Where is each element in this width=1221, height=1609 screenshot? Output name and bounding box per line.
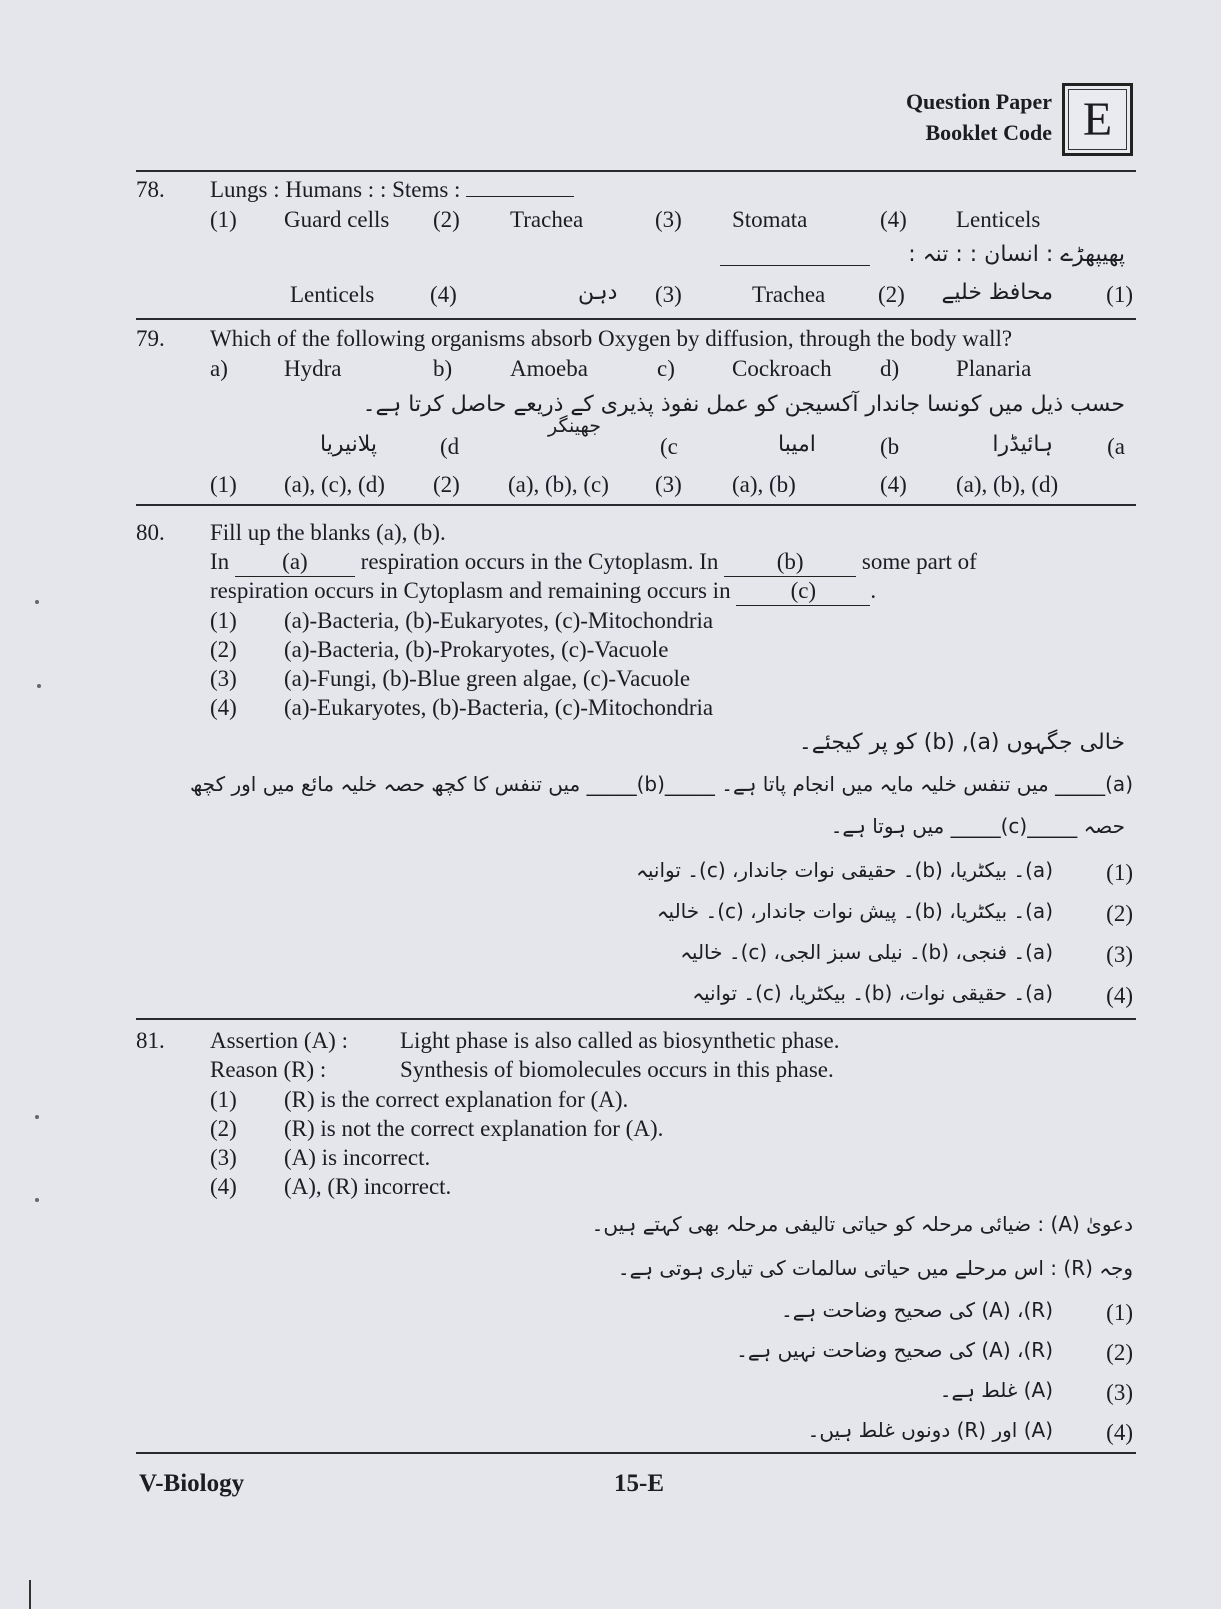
fill-blank-line-1 [210, 547, 977, 577]
option-number: (2) [433, 207, 460, 232]
question-number: 78. [136, 177, 165, 202]
item-text: Planaria [956, 356, 1032, 381]
blank-a: (a) [235, 547, 355, 577]
option-text: Lenticels [290, 282, 375, 307]
option-text: (a)-Eukaryotes, (b)-Bacteria, (c)-Mitochondria [284, 695, 714, 720]
reason-text: Synthesis of biomolecules occurs in this phase. [400, 1057, 834, 1082]
option-text: (A) غلط ہے۔ [939, 1378, 1053, 1402]
item-letter: d) [880, 356, 900, 381]
option-text: (R)، (A) کی صحیح وضاحت ہے۔ [781, 1298, 1053, 1322]
sentence-text: respiration occurs in Cytoplasm and remaining occurs in [210, 578, 731, 603]
option-text: Stomata [732, 207, 808, 232]
divider [136, 504, 1136, 506]
option-number: (4) [1106, 1420, 1133, 1445]
option-text: (A) اور (R) دونوں غلط ہیں۔ [807, 1418, 1053, 1442]
item-letter: (d [440, 434, 460, 459]
scan-edge-mark [29, 1580, 31, 1609]
option-text: (R) is the correct explanation for (A). [284, 1087, 629, 1112]
reason-label: Reason (R) : [210, 1057, 327, 1082]
fill-blank-line-2: respiration occurs in Cytoplasm and remaining occurs in (c) . [210, 576, 876, 606]
option-number: (2) [1106, 901, 1133, 926]
option-number: (1) [210, 472, 237, 497]
item-letter: a) [210, 356, 228, 381]
item-letter: c) [657, 356, 675, 381]
option-text: Trachea [510, 207, 584, 232]
sentence-text: In [210, 549, 230, 574]
question-stem: Which of the following organisms absorb Oxygen by diffusion, through the body wall? [210, 326, 1013, 351]
option-text: (a)-Bacteria, (b)-Eukaryotes, (c)-Mitochondria [284, 608, 714, 633]
option-text: محافظ خلیے [941, 280, 1053, 305]
option-number: (2) [1106, 1340, 1133, 1365]
item-text: امیبا [778, 432, 816, 457]
option-text: (R) is not the correct explanation for (A). [284, 1116, 664, 1141]
blank-c: (c) [736, 576, 870, 606]
urdu-question-stem: حسب ذیل میں کونسا جاندار آکسیجن کو عمل نفوذ پذیری کے ذریعے حاصل کرتا ہے۔ [362, 392, 1125, 417]
option-text: (a)۔ فنجی، (b)۔ نیلی سبز الجی، (c)۔ خالیہ [680, 940, 1053, 964]
option-text: دہن [578, 280, 618, 305]
urdu-fill-line-2: حصہ _____(c)_____ میں ہوتا ہے۔ [830, 814, 1125, 838]
booklet-code-box [1062, 83, 1133, 156]
item-text: پلانیریا [320, 432, 377, 457]
option-text: Trachea [752, 282, 826, 307]
option-text: (a)۔ بیکٹریا، (b)۔ حقیقی نوات جاندار، (c)۔ توانیہ [636, 858, 1053, 882]
footer-page-number: 15-E [614, 1470, 664, 1497]
booklet-code-line1: Question Paper [905, 89, 1052, 114]
item-text: Amoeba [510, 356, 588, 381]
option-number: (3) [210, 666, 237, 691]
footer-divider [136, 1452, 1136, 1454]
question-number: 79. [136, 326, 165, 351]
option-number: (4) [880, 207, 907, 232]
option-number: (2) [210, 1116, 237, 1141]
divider [136, 318, 1136, 320]
question-stem-text: Lungs : Humans : : Stems : [210, 177, 461, 202]
option-text: (A), (R) incorrect. [284, 1174, 452, 1199]
option-number: (4) [1106, 983, 1133, 1008]
urdu-assertion: دعویٰ (A) : ضیائی مرحلہ کو حیاتی تالیفی مرحلہ بھی کہتے ہیں۔ [591, 1212, 1133, 1236]
divider [136, 1018, 1136, 1020]
sentence-text: respiration occurs in the Cytoplasm. In [360, 549, 719, 574]
item-text: Cockroach [732, 356, 832, 381]
scan-speck [35, 1115, 39, 1119]
urdu-question-stem: پھیپھڑے : انسان : : تنہ : [908, 242, 1125, 267]
option-text: (a), (b), (c) [508, 472, 609, 497]
option-text: (a)-Fungi, (b)-Blue green algae, (c)-Vacuole [284, 666, 691, 691]
option-text: (a), (b) [732, 472, 796, 497]
option-text: (a), (b), (d) [956, 472, 1059, 497]
option-number: (1) [1106, 860, 1133, 885]
answer-blank [466, 196, 574, 197]
option-number: (1) [1106, 1300, 1133, 1325]
item-text: Hydra [284, 356, 342, 381]
option-number: (3) [1106, 942, 1133, 967]
assertion-text: Light phase is also called as biosynthetic phase. [400, 1028, 840, 1053]
question-stem [210, 175, 574, 204]
option-number: (4) [880, 472, 907, 497]
option-number: (3) [655, 207, 682, 232]
item-text: جھینگر [548, 415, 601, 437]
option-text: (R)، (A) کی صحیح وضاحت نہیں ہے۔ [736, 1338, 1053, 1362]
urdu-fill-line-1: (a)_____ میں تنفس خلیہ مایہ میں انجام پاتا ہے۔ _____(b)_____ میں تنفس کا کچھ حصہ خلیہ مائع میں اور کچھ [190, 772, 1133, 796]
scan-speck [35, 1198, 39, 1202]
urdu-question-stem: خالی جگہوں (a), (b) کو پر کیجئے۔ [798, 730, 1125, 755]
option-number: (1) [210, 207, 237, 232]
option-number: (3) [655, 282, 682, 307]
option-number: (4) [210, 1174, 237, 1199]
option-text: (a)۔ حقیقی نوات، (b)۔ بیکٹریا، (c)۔ توانیہ [692, 981, 1053, 1005]
item-text: ہائیڈرا [992, 432, 1053, 457]
option-number: (2) [878, 282, 905, 307]
option-number: (1) [210, 1087, 237, 1112]
item-letter: b) [433, 356, 453, 381]
option-text: (a)-Bacteria, (b)-Prokaryotes, (c)-Vacuole [284, 637, 669, 662]
scan-speck [37, 684, 41, 688]
question-stem: Fill up the blanks (a), (b). [210, 520, 446, 545]
option-text: Lenticels [956, 207, 1041, 232]
option-number: (4) [430, 282, 457, 307]
option-number: (2) [433, 472, 460, 497]
question-number: 81. [136, 1028, 165, 1053]
option-text: (a), (c), (d) [284, 472, 385, 497]
item-letter: (b [880, 434, 900, 459]
item-letter: (c [660, 434, 678, 459]
booklet-code-label [820, 86, 1052, 148]
option-number: (2) [210, 637, 237, 662]
urdu-reason: وجہ (R) : اس مرحلے میں حیاتی سالمات کی تیاری ہوتی ہے۔ [617, 1256, 1133, 1280]
booklet-code-letter: E [1068, 89, 1127, 150]
option-text: (a)۔ بیکٹریا، (b)۔ پیش نوات جاندار، (c)۔ خالیہ [656, 899, 1053, 923]
option-number: (3) [655, 472, 682, 497]
option-number: (3) [1106, 1380, 1133, 1405]
sentence-text: some part of [861, 549, 977, 574]
option-text: Guard cells [284, 207, 390, 232]
blank-b: (b) [724, 547, 856, 577]
question-number: 80. [136, 520, 165, 545]
booklet-code-line2: Booklet Code [925, 120, 1052, 145]
option-number: (1) [210, 608, 237, 633]
urdu-answer-blank [720, 265, 870, 266]
option-number: (3) [210, 1145, 237, 1170]
option-number: (1) [1106, 282, 1133, 307]
option-text: (A) is incorrect. [284, 1145, 431, 1170]
footer-subject: V-Biology [139, 1470, 245, 1497]
option-number: (4) [210, 695, 237, 720]
assertion-label: Assertion (A) : [210, 1028, 348, 1053]
divider [136, 170, 1136, 172]
item-letter: (a [1107, 434, 1125, 459]
scan-speck [35, 600, 39, 604]
